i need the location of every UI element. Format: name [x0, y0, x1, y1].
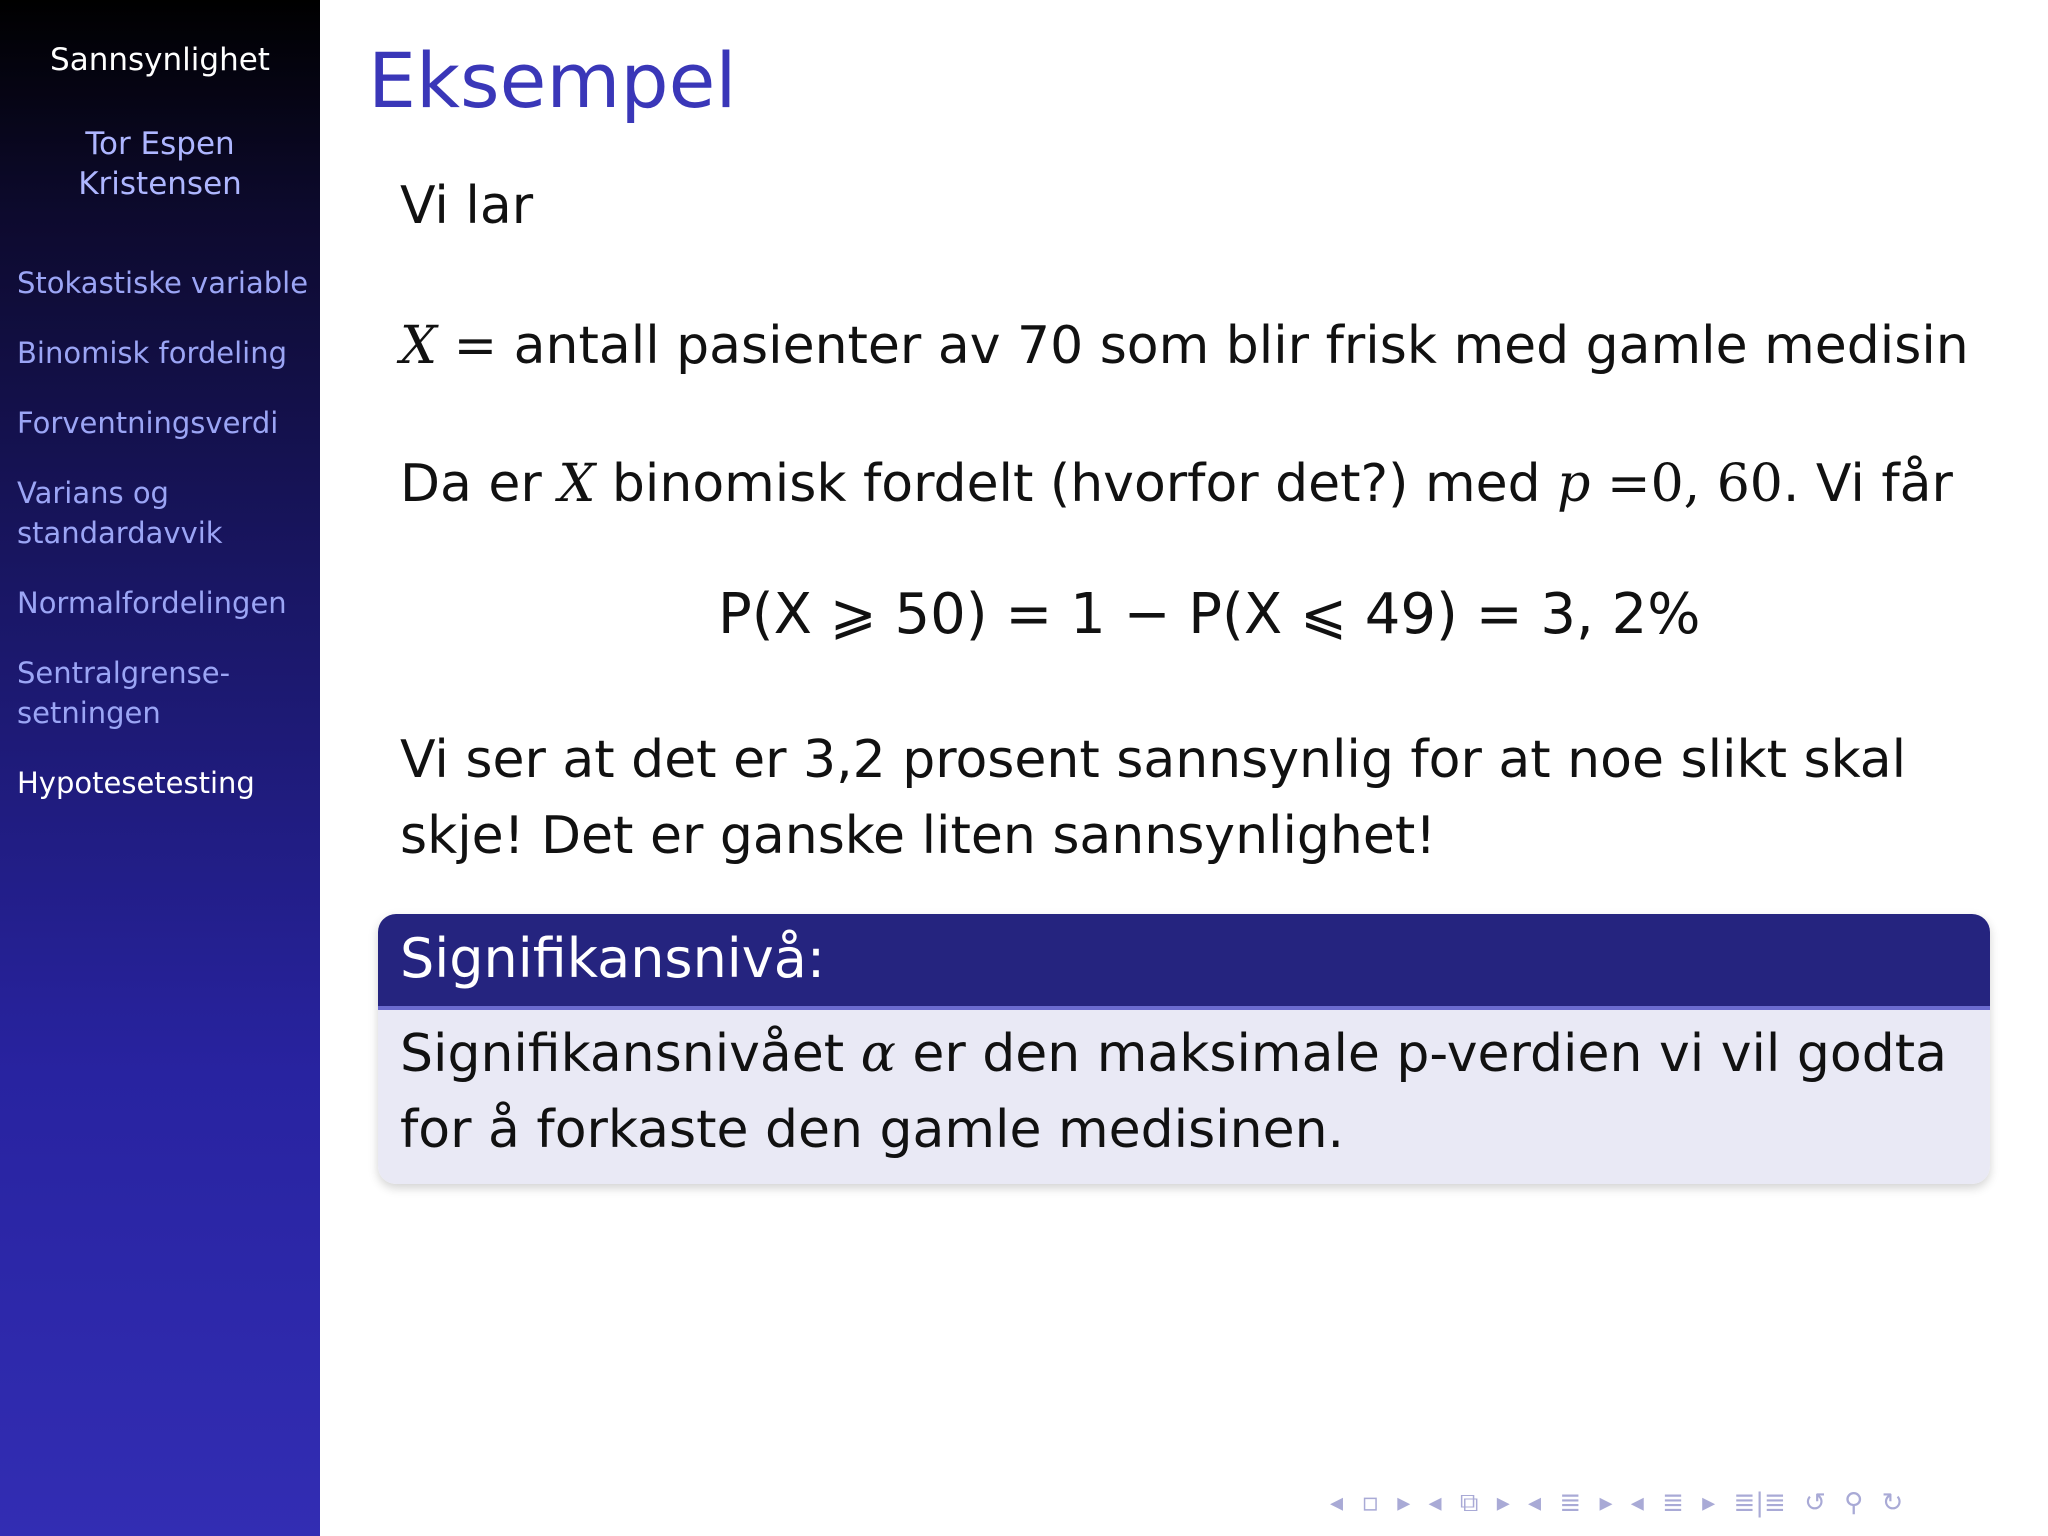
variable-x: X	[558, 454, 596, 514]
block-body-line-2: for å forkaste den gamle medisinen.	[400, 1100, 1345, 1160]
sidebar-item-sentralgrensesetningen[interactable]	[17, 653, 317, 733]
equals-sign: =	[453, 316, 498, 376]
block-body	[378, 1010, 1990, 1184]
next-document-icon[interactable]: ▸	[1702, 1488, 1716, 1518]
sidebar-item-label-line-1: Sentralgrense-	[17, 656, 231, 690]
statement-mid: binomisk fordelt (hvorfor det?) med	[611, 454, 1541, 514]
definition-block	[378, 914, 1990, 1184]
prev-subsection-icon[interactable]: ◂	[1428, 1488, 1442, 1518]
sidebar-item-normalfordelingen[interactable]: Normalfordelingen	[17, 586, 287, 620]
undo-icon[interactable]: ↺	[1804, 1488, 1826, 1518]
sidebar-item-varians-og-standardavvik[interactable]	[17, 473, 317, 553]
variable-p: p	[1557, 454, 1591, 514]
statement-post: . Vi får	[1782, 454, 1953, 514]
block-body-line-1	[400, 1016, 1990, 1092]
frame-icon[interactable]: ▫	[1361, 1488, 1379, 1518]
conclusion-line-2: skje! Det er ganske liten sannsynlighet!	[400, 806, 1437, 866]
p-value: 0, 60	[1650, 454, 1783, 514]
block-title: Signifikansnivå:	[378, 914, 1990, 1010]
sidebar-item-binomisk-fordeling[interactable]: Binomisk fordeling	[17, 336, 288, 370]
intro-text: Vi lar	[400, 176, 534, 236]
author-line-1: Tor Espen	[85, 126, 235, 162]
statement-line	[400, 446, 1953, 522]
search-icon[interactable]: ⚲	[1844, 1488, 1864, 1518]
sidebar-item-label-line-1: Varians og	[17, 476, 169, 510]
block-body-pre: Signifikansnivået	[400, 1024, 845, 1084]
author-line-2: Kristensen	[78, 166, 242, 202]
variable-x: X	[400, 316, 438, 376]
beamer-navigation	[1330, 1488, 1913, 1524]
block-body-post: er den maksimale p-verdien vi vil godta	[912, 1024, 1947, 1084]
document-icon[interactable]: ≣	[1662, 1488, 1684, 1518]
author-name[interactable]	[0, 124, 320, 204]
prev-section-icon[interactable]: ◂	[1528, 1488, 1542, 1518]
next-subsection-icon[interactable]: ▸	[1496, 1488, 1510, 1518]
next-frame-icon[interactable]: ▸	[1397, 1488, 1411, 1518]
definition-line	[400, 308, 1969, 384]
next-section-icon[interactable]: ▸	[1599, 1488, 1613, 1518]
appendix-icon[interactable]: ≣|≣	[1733, 1488, 1786, 1518]
section-icon[interactable]: ≣	[1559, 1488, 1582, 1518]
sidebar-item-forventningsverdi[interactable]: Forventningsverdi	[17, 406, 279, 440]
subsection-icon[interactable]: ⧉	[1459, 1488, 1479, 1518]
prev-document-icon[interactable]: ◂	[1630, 1488, 1644, 1518]
frame-title: Eksempel	[368, 36, 737, 125]
redo-icon[interactable]: ↻	[1881, 1488, 1904, 1518]
prev-frame-icon[interactable]: ◂	[1330, 1488, 1344, 1518]
alpha-symbol: α	[860, 1024, 896, 1084]
presentation-title[interactable]: Sannsynlighet	[50, 42, 270, 78]
sidebar-item-label-line-2: setningen	[17, 696, 161, 730]
sidebar	[0, 0, 320, 1536]
definition-text: antall pasienter av 70 som blir frisk med gamle medisin	[513, 316, 1969, 376]
sidebar-item-stokastiske-variable[interactable]: Stokastiske variable	[17, 266, 309, 300]
sidebar-item-label-line-2: standardavvik	[17, 516, 223, 550]
equals-sign: =	[1606, 454, 1651, 514]
sidebar-item-hypotesetesting[interactable]: Hypotesetesting	[17, 766, 255, 800]
probability-formula: P(X ⩾ 50) = 1 − P(X ⩽ 49) = 3, 2%	[718, 582, 1701, 647]
conclusion-line-1: Vi ser at det er 3,2 prosent sannsynlig for at noe slikt skal	[400, 730, 1907, 790]
statement-pre: Da er	[400, 454, 542, 514]
